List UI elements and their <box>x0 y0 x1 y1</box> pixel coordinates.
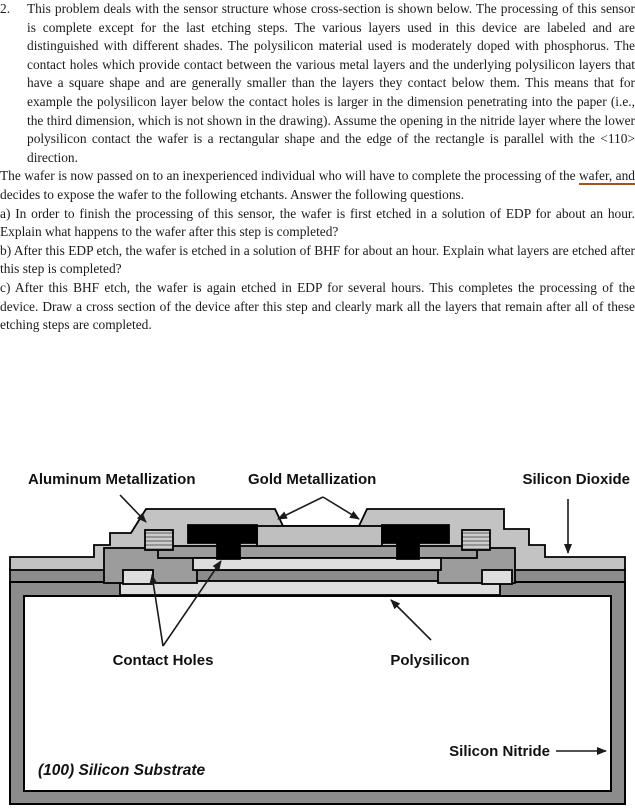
question-a: a) In order to finish the processing of this sensor, the wafer is first etched in a solution of EDP for about an hour. Explain what happens to the wafer after this step is completed? <box>0 205 635 240</box>
nitride-layer-strip <box>10 569 625 582</box>
wafer-paragraph-before: The wafer is now passed on to an inexperienced individual who will have to complete the processing of the <box>0 168 579 184</box>
problem-item-2 <box>0 0 635 167</box>
aluminum-metal-right-block <box>462 530 490 550</box>
question-b: b) After this EDP etch, the wafer is etched in a solution of BHF for about an hour. Explain what layers are etched after this step is completed? <box>0 242 635 277</box>
valley-platform <box>257 526 382 546</box>
aluminum-metal-left-block <box>145 530 173 550</box>
label-polysilicon: Polysilicon <box>390 652 470 669</box>
label-gold-metallization: Gold Metallization <box>248 471 377 488</box>
label-silicon-dioxide: Silicon Dioxide <box>522 471 630 488</box>
problem-text-block <box>0 0 635 335</box>
wafer-paragraph <box>0 167 635 204</box>
label-silicon-substrate: (100) Silicon Substrate <box>38 762 206 779</box>
label-silicon-nitride: Silicon Nitride <box>449 743 550 760</box>
wafer-paragraph-underlined: wafer, and <box>578 168 635 184</box>
label-contact-holes: Contact Holes <box>112 652 214 669</box>
left-contact-notch <box>123 570 153 584</box>
question-c: c) After this BHF etch, the wafer is again etched in EDP for several hours. This completes the processing of the device. Draw a cross section of the device after this step and clearly mark all the layers that remain after all of these etching steps are completed. <box>0 279 635 333</box>
gold-arrow-right <box>323 497 359 519</box>
middle-gray-layer <box>158 546 477 558</box>
gold-arrow-left <box>278 497 323 519</box>
problem-statement: This problem deals with the sensor structure whose cross-section is shown below. The processing of this sensor is complete except for the last etching steps. The various layers used in this device are labeled and are distinguished with different shades. The polysilicon material used is moderately doped with phosphorus. The contact holes which provide contact between the various metal layers and the underlying polysilicon layers that have a square shape and are generally smaller than the layers they contact below them. This means that for example the polysilicon layer below the contact holes is larger in the dimension penetrating into the paper (i.e., the third dimension, which is not shown in the drawing). Assume the opening in the nitride layer where the lower polysilicon contact the wafer is a rectangular shape and the edge of the rectangle is parallel with the <110> direction. <box>27 1 635 165</box>
label-aluminum-metallization: Aluminum Metallization <box>28 471 196 488</box>
right-contact-notch <box>482 570 512 584</box>
aluminum-arrow <box>120 495 146 522</box>
problem-number: 2. <box>0 1 11 16</box>
wafer-paragraph-after: decides to expose the wafer to the following etchants. Answer the following questions. <box>0 186 465 202</box>
sensor-cross-section-diagram <box>0 464 635 809</box>
